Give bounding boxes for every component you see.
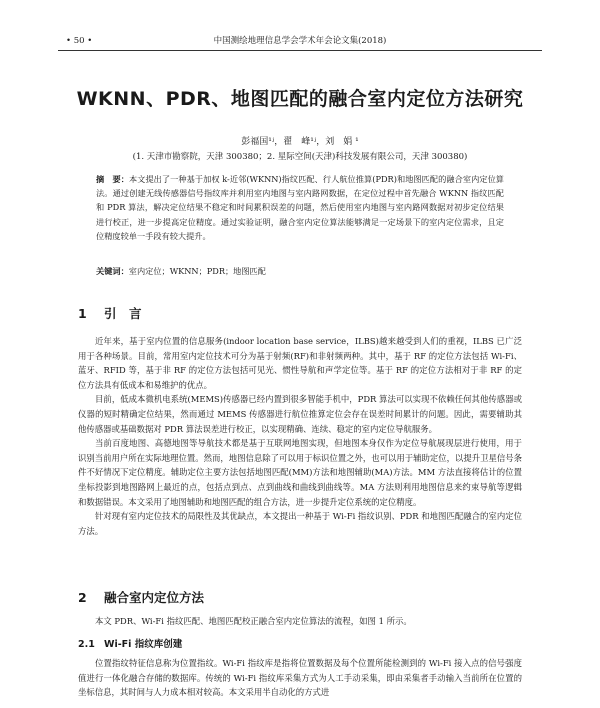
paragraph: 针对现有室内定位技术的局限性及其优缺点，本文提出一种基于 Wi-Fi 指纹识别、PDR 和地图匹配融合的室内定位方法。 bbox=[78, 511, 522, 536]
section-1-heading bbox=[78, 304, 142, 322]
affiliation: (1. 天津市勘察院，天津 300380；2. 星际空间(天津)科技发展有限公司，天津 300380) bbox=[132, 152, 468, 162]
section-number: 2 bbox=[78, 590, 87, 605]
paragraph: 位置指纹特征信息称为位置指纹。Wi-Fi 指纹库是指将位置数据及每个位置所能检测到的 Wi-Fi 接入点的信号强度值进行一体化融合存储的数据库。传统的 Wi-Fi 指纹库采集方式为人工手动采集，即由采集者手动输入当前所在位置的坐标信息，其时间与人力成本相对较高。本文采用半自动化的方式进 bbox=[78, 658, 522, 698]
paragraph: 当前百度地图、高德地图等导航技术都是基于互联网地图实现，但地图本身仅作为定位导航展现层进行使用，用于识别当前用户所在实际地理位置。然而，地图信息除了可以用于标识位置之外，也可以用于辅助定位，以提升卫星信号条件不好情况下定位精度。辅助定位主要方法包括地图匹配(MM)方法和地图辅助(MA)方法。MM 方法直接将估计的位置坐标投影到地图路网上最近的点，包括点到点、点到曲线和曲线到曲线等。MA 方法则利用地图信息来约束导航等逻辑和数据错误。本文采用了地图辅助和地图匹配的组合方法，进一步提升定位系统的定位精度。 bbox=[78, 438, 522, 507]
journal-title: 中国测绘地理信息学会学术年会论文集(2018) bbox=[213, 36, 387, 46]
section-2-1-heading bbox=[78, 636, 182, 650]
section-2-heading bbox=[78, 588, 204, 606]
page-number: • 50 • bbox=[66, 36, 93, 46]
abstract-text: 本文提出了一种基于加权 k-近邻(WKNN)指纹匹配、行人航位推算(PDR)和地图匹配的融合室内定位算法。通过创建无线传感器信号指纹库并利用室内地图与室内路网数据，在定位过程中首先融合 WKNN 指纹匹配和 PDR 算法，解决定位结果不稳定和时间累积误差的问题，然后使用室内地图与室内路网数据对初步定位结果进行校正，进一步提高定位精度。通过实验证明，融合室内定位算法能够满足一定场景下的室内定位需求，且定位精度较单一手段有较大提升。 bbox=[96, 174, 504, 241]
abstract-label: 摘 要： bbox=[96, 174, 129, 184]
authors: 彭福国¹ʲ，翟 峰¹ʲ，刘 娟 ¹ bbox=[241, 137, 359, 147]
paragraph: 本文 PDR、Wi-Fi 指纹匹配、地图匹配校正融合室内定位算法的流程，如图 1 所示。 bbox=[95, 616, 412, 626]
section-title: 引 言 bbox=[104, 306, 142, 321]
section-number: 2.1 bbox=[78, 639, 95, 650]
keywords bbox=[96, 264, 504, 278]
section-2-body bbox=[78, 614, 522, 629]
keywords-label: 关键词： bbox=[96, 266, 129, 276]
paragraph: 目前，低成本微机电系统(MEMS)传感器已经内置到很多智能手机中，PDR 算法可以实现不依赖任何其他传感器或仪器的短时精确定位结果，然而通过 MEMS 传感器进行航位推算定位会存在误差时间累计的问题。因此，需要辅助其他传感器或基础数据对 PDR 算法误差进行校正，以实现精确、连续、稳定的室内定位导航服务。 bbox=[78, 394, 522, 434]
paper-title: WKNN、PDR、地图匹配的融合室内定位方法研究 bbox=[76, 88, 524, 110]
section-number: 1 bbox=[78, 306, 87, 321]
abstract bbox=[96, 172, 504, 243]
section-title: Wi-Fi 指纹库创建 bbox=[104, 639, 183, 650]
keywords-text: 室内定位；WKNN；PDR；地图匹配 bbox=[128, 266, 266, 276]
paragraph: 近年来，基于室内位置的信息服务(indoor location base service，ILBS)越来越受到人们的重视，ILBS 已广泛用于各种场景。目前，常用室内定位技术可分为基于射频(RF)和非射频两种。其中，基于 RF 的定位方法包括 Wi-Fi、蓝牙、RFID 等，基于非 RF 的定位方法包括可见光、惯性导航和声学定位等。基于 RF 的定位方法相对于非 RF 的定位方法具有低成本和易维护的优点。 bbox=[78, 336, 522, 390]
section-1-body bbox=[78, 334, 522, 538]
running-header bbox=[58, 34, 542, 51]
section-title: 融合室内定位方法 bbox=[104, 590, 205, 605]
section-2-1-body bbox=[78, 656, 522, 700]
